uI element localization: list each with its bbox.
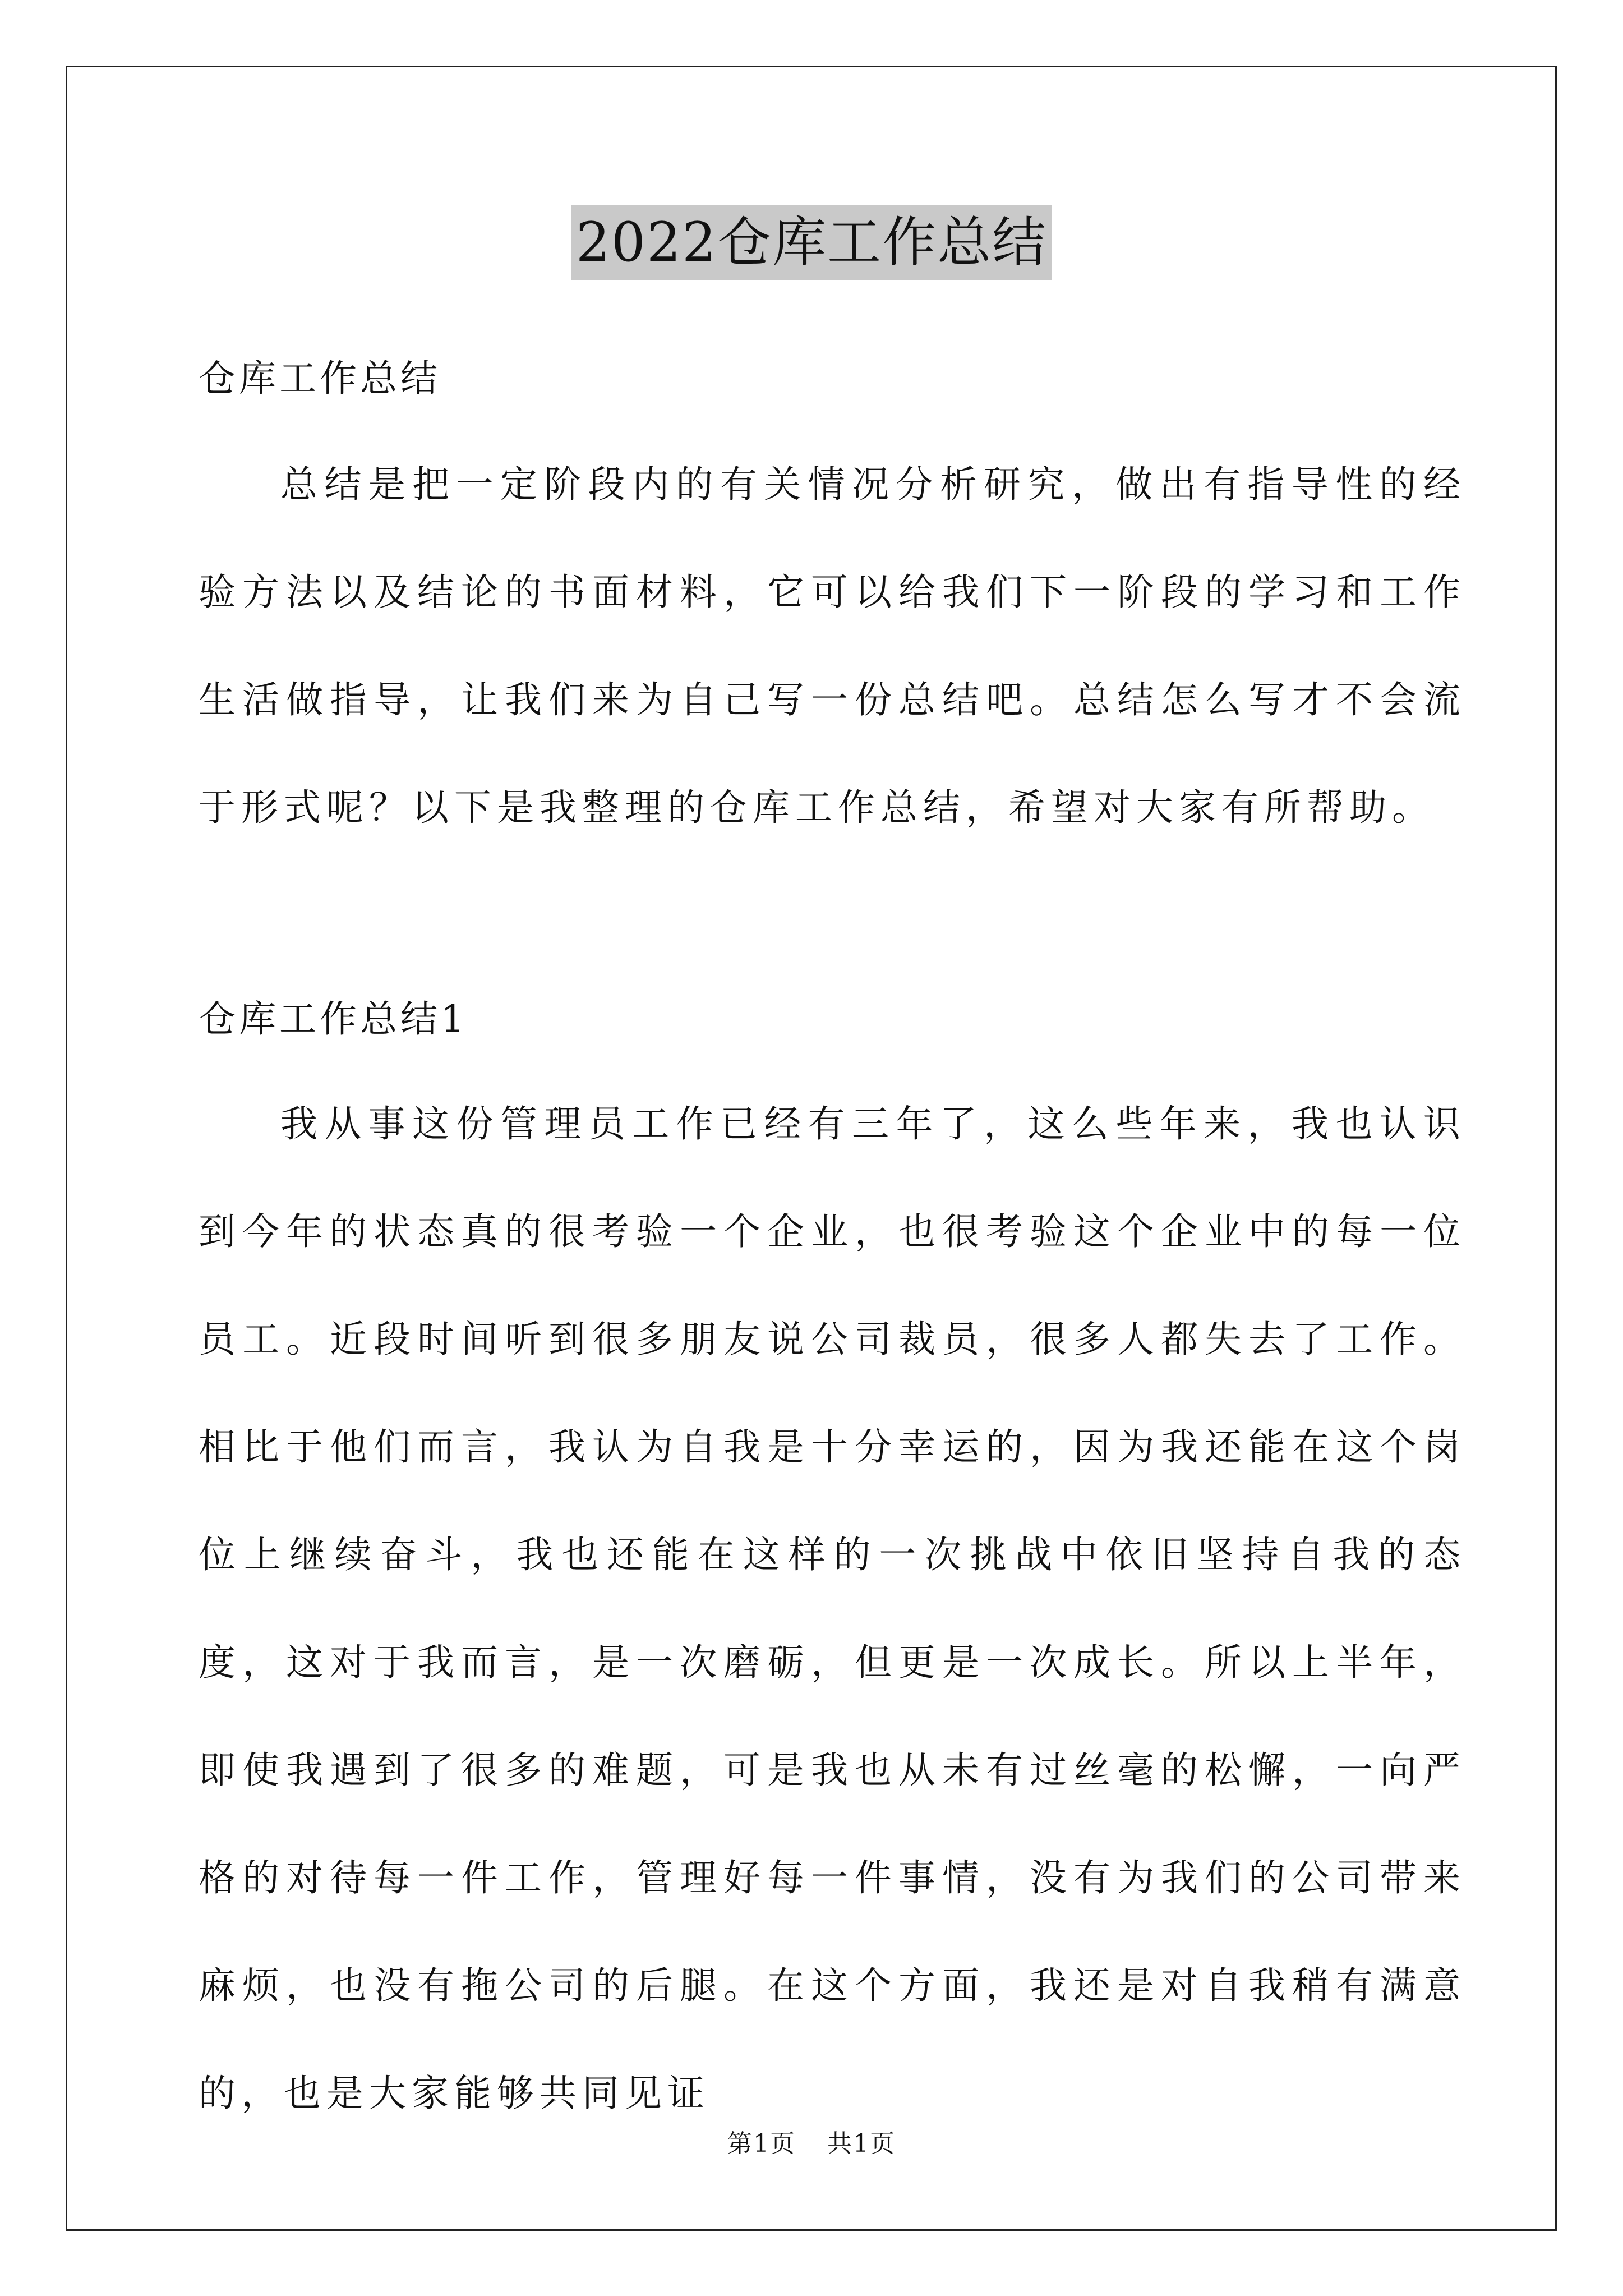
document-title: 2022仓库工作总结	[571, 205, 1052, 280]
intro-paragraph-text: 总结是把一定阶段内的有关情况分析研究，做出有指导性的经验方法以及结论的书面材料，它可以给我们下一阶段的学习和工作生活做指导，让我们来为自己写一份总结吧。总结怎么写才不会流于形式呢？以下是我整理的仓库工作总结，希望对大家有所帮助。	[199, 463, 1466, 829]
section-paragraph-text: 我从事这份管理员工作已经有三年了，这么些年来，我也认识到今年的状态真的很考验一个企业，也很考验这个企业中的每一位员工。近段时间听到很多朋友说公司裁员，很多人都失去了工作。相比于他们而言，我认为自我是十分幸运的，因为我还能在这个岗位上继续奋斗，我也还能在这样的一次挑战中依旧坚持自我的态度，这对于我而言，是一次磨砺，但更是一次成长。所以上半年，即使我遇到了很多的难题，可是我也从未有过丝毫的松懈，一向严格的对待每一件工作，管理好每一件事情，没有为我们的公司带来麻烦，也没有拖公司的后腿。在这个方面，我还是对自我稍有满意的，也是大家能够共同见证	[199, 1102, 1466, 2115]
page-number: 第1页	[727, 2129, 796, 2158]
page-total: 共1页	[827, 2129, 896, 2158]
title-container	[0, 205, 1623, 280]
intro-paragraph	[199, 431, 1466, 862]
intro-heading: 仓库工作总结	[199, 357, 441, 400]
section-paragraph	[199, 1070, 1466, 2147]
page-footer	[0, 2123, 1623, 2159]
section-heading: 仓库工作总结1	[199, 997, 468, 1041]
